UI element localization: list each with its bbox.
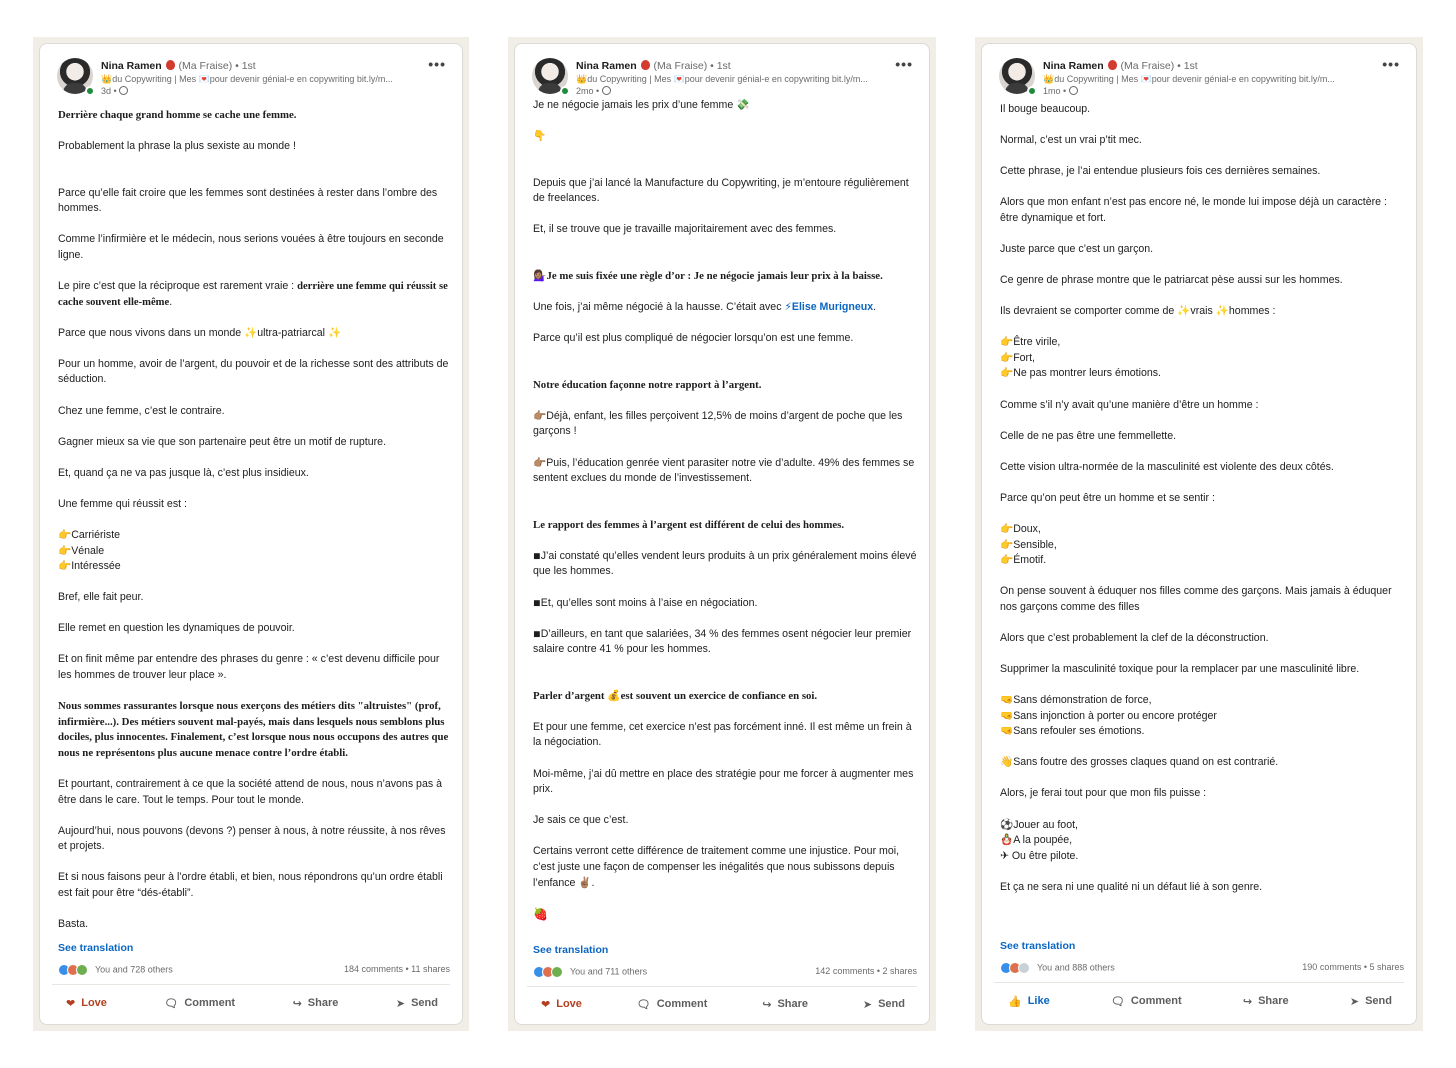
- divider: [527, 986, 917, 987]
- post-paragraph: 💁🏽‍♀️Je me suis fixée une règle d’or : Je ne négocie jamais leur prix à la baisse.: [533, 269, 883, 282]
- mention-link[interactable]: ⚡Elise Murigneux: [784, 301, 874, 314]
- post-header: Nina Ramen (Ma Fraise) • 1st 👑du Copywriting | Mes 💌pour devenir génial-e en copywriting bit.ly/m... 1mo • •••: [999, 56, 1404, 100]
- post-paragraph: Et si nous faisons peur à l’ordre établi, et bien, nous répondrons qu’un ordre établi est fait pour être “dés-établi”.: [58, 871, 446, 899]
- post-paragraph: Normal, c’est un vrai p’tit mec.: [1000, 134, 1142, 147]
- send-icon: ➤: [862, 998, 873, 1011]
- post-paragraph: Ce genre de phrase montre que le patriarcat pèse aussi sur les hommes.: [1000, 274, 1343, 287]
- post-paragraph: ◾J’ai constaté qu’elles vendent leurs produits à un prix généralement moins élevé que les hommes.: [533, 549, 920, 578]
- author-name[interactable]: Nina Ramen: [101, 60, 162, 72]
- heart-icon: ❤: [541, 998, 551, 1011]
- post-paragraph: Basta.: [58, 918, 89, 930]
- post-paragraph: Et, il se trouve que je travaille majoritairement avec des femmes.: [533, 223, 837, 236]
- post-paragraph: Ils devraient se comporter comme de ✨vrais ✨hommes :: [1000, 305, 1276, 318]
- reactions-count[interactable]: You and 728 others: [95, 964, 173, 975]
- send-icon: ➤: [395, 997, 406, 1010]
- post-paragraph: Probablement la phrase la plus sexiste au monde !: [58, 140, 296, 153]
- see-translation-link[interactable]: See translation: [58, 942, 134, 954]
- send-button[interactable]: ➤ Send: [395, 997, 438, 1010]
- comments-shares-count[interactable]: 184 comments • 11 shares: [343, 964, 450, 974]
- post-paragraph: Le rapport des femmes à l’argent est différent de celui des hommes.: [533, 518, 845, 531]
- reactions-icon[interactable]: [58, 964, 92, 976]
- reactions-count[interactable]: You and 888 others: [1037, 962, 1115, 973]
- post-paragraph: 🍓: [533, 906, 548, 921]
- share-button[interactable]: ↪ Share: [762, 998, 809, 1011]
- post-paragraph: Comme s’il n’y avait qu’une manière d’être un homme :: [1000, 398, 1259, 411]
- post-paragraph: Celle de ne pas être une femmellette.: [1000, 429, 1177, 442]
- post-paragraph: 👋Sans foutre des grosses claques quand on est contrarié.: [1000, 756, 1279, 769]
- post-paragraph: 🤜Sans démonstration de force, 🤜Sans injonction à porter ou encore protéger 🤜Sans refouler ses émotions.: [1000, 694, 1217, 738]
- comment-button[interactable]: 🗨 Comment: [636, 998, 708, 1011]
- post-paragraph: Parce qu’on peut être un homme et se sentir :: [1000, 491, 1215, 504]
- post-time: 3d •: [101, 86, 117, 96]
- action-bar: [529, 993, 917, 1015]
- post-paragraph: 👉Carriériste 👉Vénale 👉Intéressée: [58, 528, 121, 573]
- post-paragraph: Cette phrase, je l’ai entendue plusieurs fois ces dernières semaines.: [1000, 165, 1321, 178]
- post-paragraph: Une femme qui réussit est :: [58, 497, 187, 510]
- post-paragraph: Une fois, j’ai même négocié à la hausse. C’était avec ⚡Elise Murigneux.: [533, 301, 877, 314]
- divider: [994, 982, 1404, 983]
- post-card: [514, 43, 930, 1025]
- post-paragraph: On pense souvent à éduquer nos filles comme des garçons. Mais jamais à éduquer nos garçons comme des filles: [1000, 585, 1395, 613]
- reactions-icon[interactable]: [533, 966, 567, 978]
- send-icon: ➤: [1349, 995, 1360, 1008]
- post-paragraph: 👉🏽Puis, l’éducation genrée vient parasiter notre vie d’adulte. 49% des femmes se sentent exclues du monde de l’investissement.: [533, 456, 918, 485]
- online-status-icon: [85, 86, 95, 96]
- post-paragraph: Moi-même, j’ai dû mettre en place des stratégie pour me forcer à augmenter mes prix.: [533, 767, 917, 796]
- post-paragraph: Juste parce que c’est un garçon.: [1000, 242, 1154, 255]
- post-body: [533, 98, 920, 922]
- post-paragraph: Aujourd’hui, nous pouvons (devons ?) penser à nous, à notre réussite, à nos rêves et projets.: [58, 824, 449, 853]
- post-time: 1mo •: [1043, 86, 1067, 96]
- post-body: [58, 108, 450, 933]
- post-paragraph: 👉🏽Déjà, enfant, les filles perçoivent 12,5% de moins d’argent de poche que les garçons !: [533, 409, 906, 438]
- send-button[interactable]: ➤ Send: [1349, 995, 1392, 1008]
- more-options-icon[interactable]: •••: [1382, 56, 1400, 72]
- post-paragraph: ⚽Jouer au foot, 🪆A la poupée, ✈ Ou être pilote.: [1000, 818, 1079, 862]
- post-paragraph: Notre éducation façonne notre rapport à l’argent.: [533, 378, 762, 391]
- thumbs-up-icon: 👍: [1008, 995, 1022, 1008]
- globe-icon: [1069, 86, 1078, 95]
- post-paragraph: Et pour une femme, cet exercice n’est pas forcément inné. Il est même un frein à la négociation.: [533, 720, 915, 749]
- strawberry-icon: [641, 60, 650, 70]
- post-paragraph: Supprimer la masculinité toxique pour la remplacer par une masculinité libre.: [1000, 662, 1360, 675]
- share-button[interactable]: ↪ Share: [292, 997, 339, 1010]
- post-card: [39, 43, 463, 1025]
- post-paragraph: 👉Doux, 👉Sensible, 👉Émotif.: [1000, 522, 1057, 567]
- post-paragraph: Certains verront cette différence de traitement comme une injustice. Pour moi, c’est juste une façon de compenser les inégalités que nous subissons depuis l’enfance ✌🏽.: [533, 845, 903, 889]
- more-options-icon[interactable]: •••: [895, 56, 913, 72]
- post-paragraph: Pour un homme, avoir de l’argent, du pouvoir et de la richesse sont des attributs de séduction.: [58, 357, 452, 386]
- post-paragraph: Alors que c’est probablement la clef de la déconstruction.: [1000, 631, 1269, 644]
- strawberry-icon: [1108, 60, 1117, 70]
- post-paragraph: Et ça ne sera ni une qualité ni un défaut lié à son genre.: [1000, 880, 1263, 893]
- post-paragraph: Parler d’argent 💰est souvent un exercice de confiance en soi.: [533, 689, 818, 702]
- post-paragraph: Parce qu’il est plus compliqué de négocier lorsqu’on est une femme.: [533, 332, 854, 345]
- post-paragraph: Chez une femme, c’est le contraire.: [58, 404, 225, 417]
- post-paragraph: 👇: [533, 130, 547, 143]
- post-frame-1: [33, 37, 469, 1031]
- post-paragraph: Derrière chaque grand homme se cache une femme.: [58, 109, 297, 121]
- post-paragraph: Bref, elle fait peur.: [58, 591, 144, 604]
- love-button[interactable]: ❤ Love: [66, 997, 107, 1010]
- strawberry-icon: [166, 60, 175, 70]
- social-counts: [1000, 962, 1404, 976]
- post-paragraph: Elle remet en question les dynamiques de pouvoir.: [58, 622, 295, 635]
- share-icon: ↪: [762, 998, 772, 1011]
- comment-icon: 🗨: [636, 998, 651, 1011]
- post-paragraph: Le pire c’est que la réciproque est rarement vraie : derrière une femme qui réussit se cache souvent elle-même.: [58, 280, 451, 308]
- post-paragraph: Alors, je ferai tout pour que mon fils puisse :: [1000, 787, 1207, 800]
- post-paragraph: Et, quand ça ne va pas jusque là, c’est plus insidieux.: [58, 466, 309, 479]
- post-paragraph: Et on finit même par entendre des phrases du genre : « c’est devenu difficile pour les hommes de trouver leur place ».: [58, 653, 443, 681]
- post-paragraph: Cette vision ultra-normée de la masculinité est violente des deux côtés.: [1000, 460, 1334, 473]
- social-counts: [58, 964, 450, 978]
- post-paragraph: 👉Être virile, 👉Fort, 👉Ne pas montrer leurs émotions.: [1000, 336, 1161, 380]
- post-header: Nina Ramen (Ma Fraise) • 1st 👑du Copywriting | Mes 💌pour devenir génial-e en copywriting bit.ly/m... 3d • •••: [57, 56, 450, 100]
- post-body: [1000, 102, 1404, 895]
- see-translation-link[interactable]: See translation: [533, 944, 609, 956]
- love-button[interactable]: ❤ Love: [541, 998, 582, 1011]
- share-button[interactable]: ↪ Share: [1242, 995, 1289, 1008]
- more-options-icon[interactable]: •••: [428, 56, 446, 72]
- send-button[interactable]: ➤ Send: [862, 998, 905, 1011]
- online-status-icon: [560, 86, 570, 96]
- post-time: 2mo •: [576, 86, 600, 96]
- share-icon: ↪: [292, 997, 302, 1010]
- globe-icon: [602, 86, 611, 95]
- globe-icon: [119, 86, 128, 95]
- post-paragraph: Nous sommes rassurantes lorsque nous exerçons des métiers dits "altruistes" (prof, infirmière...). Des métiers souvent mal-payés, mais dans lesquels nous semblons plus dociles, plus innocentes. Finalement, c’est lorsque nous nous occupons des autres que nous ne représentons plus aucune menace contre l’ordre établi.: [58, 700, 452, 759]
- author-headline: 👑du Copywriting | Mes 💌pour devenir génial-e en copywriting bit.ly/m...: [576, 74, 868, 84]
- divider: [52, 984, 450, 985]
- comment-icon: 🗨: [1110, 995, 1125, 1008]
- post-paragraph: Je ne négocie jamais les prix d’une femme 💸: [533, 99, 750, 111]
- author-name[interactable]: Nina Ramen: [1043, 60, 1104, 72]
- post-paragraph: Parce qu’elle fait croire que les femmes sont destinées à rester dans l’ombre des hommes.: [58, 186, 441, 215]
- heart-icon: ❤: [66, 997, 76, 1010]
- post-paragraph: Je sais ce que c’est.: [533, 814, 629, 827]
- post-header: Nina Ramen (Ma Fraise) • 1st 👑du Copywriting | Mes 💌pour devenir génial-e en copywriting bit.ly/m... 2mo • •••: [532, 56, 917, 100]
- comment-button[interactable]: 🗨 Comment: [164, 997, 236, 1010]
- post-frame-3: [975, 37, 1423, 1031]
- post-paragraph: Il bouge beaucoup.: [1000, 103, 1091, 115]
- online-status-icon: [1027, 86, 1037, 96]
- action-bar: [54, 992, 450, 1014]
- post-paragraph: Et pourtant, contrairement à ce que la société attend de nous, nous n’avons pas à être dans le care. Tout le temps. Pour tout le monde.: [58, 777, 445, 806]
- post-paragraph: ◾Et, qu’elles sont moins à l’aise en négociation.: [533, 596, 758, 609]
- post-paragraph: Parce que nous vivons dans un monde ✨ultra-patriarcal ✨: [58, 326, 342, 339]
- share-icon: ↪: [1242, 995, 1253, 1008]
- post-paragraph: Comme l’infirmière et le médecin, nous serions vouées à être toujours en seconde ligne.: [58, 233, 447, 261]
- post-card: [981, 43, 1417, 1025]
- author-headline: 👑du Copywriting | Mes 💌pour devenir génial-e en copywriting bit.ly/m...: [1043, 74, 1335, 84]
- comments-shares-count[interactable]: 190 comments • 5 shares: [1302, 962, 1404, 972]
- like-button[interactable]: 👍 Like: [1008, 995, 1050, 1008]
- comments-shares-count[interactable]: 142 comments • 2 shares: [815, 966, 917, 976]
- author-name[interactable]: Nina Ramen: [576, 60, 637, 72]
- post-paragraph: Alors que mon enfant n’est pas encore né, le monde lui impose déjà un caractère : être dynamique et fort.: [1000, 196, 1390, 224]
- see-translation-link[interactable]: See translation: [1000, 940, 1076, 952]
- post-paragraph: ◾D’ailleurs, en tant que salariées, 34 % des femmes osent négocier leur premier salaire contre 41 % pour les hommes.: [533, 627, 915, 656]
- reactions-icon[interactable]: [1000, 962, 1034, 974]
- post-paragraph: Gagner mieux sa vie que son partenaire peut être un motif de rupture.: [58, 435, 387, 448]
- post-frame-2: [508, 37, 936, 1031]
- author-headline: 👑du Copywriting | Mes 💌pour devenir génial-e en copywriting bit.ly/m...: [101, 74, 393, 84]
- social-counts: [533, 966, 917, 980]
- comment-icon: 🗨: [164, 997, 179, 1010]
- reactions-count[interactable]: You and 711 others: [570, 966, 648, 977]
- comment-button[interactable]: 🗨 Comment: [1110, 995, 1182, 1008]
- post-paragraph: Depuis que j’ai lancé la Manufacture du Copywriting, je m’entoure régulièrement de freelances.: [533, 176, 912, 205]
- action-bar: [996, 990, 1404, 1012]
